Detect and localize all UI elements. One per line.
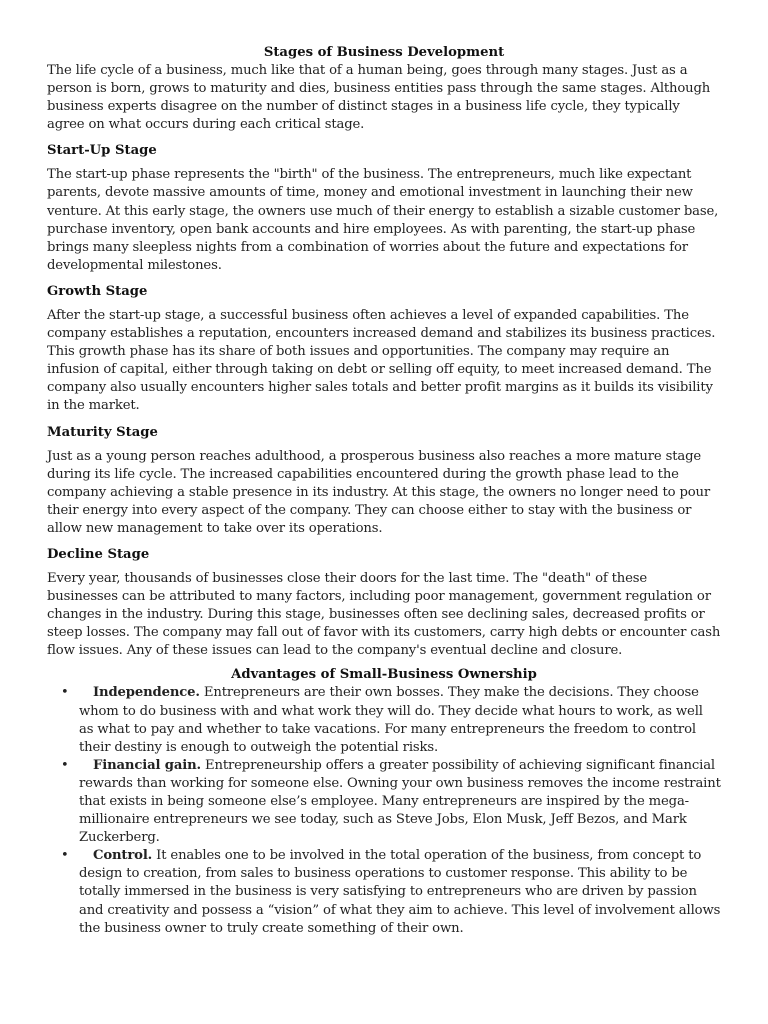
section-heading-maturity: Maturity Stage <box>47 424 158 440</box>
section-heading-start-up: Start-Up Stage <box>47 143 157 159</box>
advantages-title: Advantages of Small-Business Ownership <box>231 667 537 683</box>
advantage-text: Entrepreneurship offers a greater possibility of achieving significant financial rewards than working for someone else. Owning your own business removes the income restraint that exists in being someone else’s employee. Many entrepreneurs are inspired by the mega-millionaire entrepreneurs we see today, such as Steve Jobs, Elon Musk, Jeff Bezos, and Mark Zuckerberg. <box>79 757 721 846</box>
advantage-text: It enables one to be involved in the total operation of the business, from concept to design to creation, from sales to business operations to customer response. This ability to be totally immersed in the business is very satisfying to entrepreneurs who are driven by passion and creativity and possess a “vision” of what they aim to achieve. This level of involvement allows the business owner to truly create something of their own. <box>79 848 721 936</box>
section-body-start-up: The start-up phase represents the "birth" of the business. The entrepreneurs, much like expectant parents, devote massive amounts of time, money and emotional investment in launching their new venture. At this early stage, the owners use much of their energy to establish a sizable customer base, purchase inventory, open bank accounts and hire employees. As with parenting, the start-up phase brings many sleepless nights from a combination of worries about the future and expectations for developmental milestones. <box>47 167 719 273</box>
advantage-text: Entrepreneurs are their own bosses. They make the decisions. They choose whom to do business with and what work they will do. They decide what hours to work, as well as what to pay and whether to take vacations. For many entrepreneurs the freedom to control their destiny is enough to outweigh the potential risks. <box>79 685 703 755</box>
advantage-term: Financial gain. <box>93 757 201 773</box>
list-item-independence <box>47 684 721 756</box>
bullet-icon: • <box>61 757 69 773</box>
advantage-term: Independence. <box>93 685 200 701</box>
section-heading-decline: Decline Stage <box>47 546 150 562</box>
list-item-control <box>47 847 721 937</box>
advantages-list <box>47 684 721 937</box>
intro-paragraph: The life cycle of a business, much like that of a human being, goes through many stages. Just as a person is born, grows to maturity and dies, business entities pass through the same stages. Although business experts disagree on the number of distinct stages in a business life cycle, they typically agree on what occurs during each critical stage. <box>47 63 711 133</box>
section-body-decline: Every year, thousands of businesses close their doors for the last time. The "death" of these businesses can be attributed to many factors, including poor management, government regulation or changes in the industry. During this stage, businesses often see declining sales, decreased profits or steep losses. The company may fall out of favor with its customers, carry high debts or encounter cash flow issues. Any of these issues can lead to the company's eventual decline and closure. <box>47 570 721 659</box>
list-item-financial-gain <box>47 757 721 847</box>
page-title: Stages of Business Development <box>263 45 505 60</box>
advantage-term: Control. <box>93 848 153 864</box>
section-body-maturity: Just as a young person reaches adulthood, a prosperous business also reaches a more mature stage during its life cycle. The increased capabilities encountered during the growth phase lead to the company achieving a stable presence in its industry. At this stage, the owners no longer need to pour their energy into every aspect of the company. They can choose either to stay with the business or allow new management to take over its operations. <box>47 448 711 536</box>
bullet-icon: • <box>61 848 69 864</box>
section-body-growth: After the start-up stage, a successful business often achieves a level of expanded capabilities. The company establishes a reputation, encounters increased demand and stabilizes its business practices. This growth phase has its share of both issues and opportunities. The company may require an infusion of capital, either through taking on debt or selling off equity, to meet increased demand. The company also usually encounters higher sales totals and better profit margins as it builds its visibility in the market. <box>47 307 716 414</box>
section-heading-growth: Growth Stage <box>47 283 148 299</box>
bullet-icon: • <box>61 685 69 701</box>
